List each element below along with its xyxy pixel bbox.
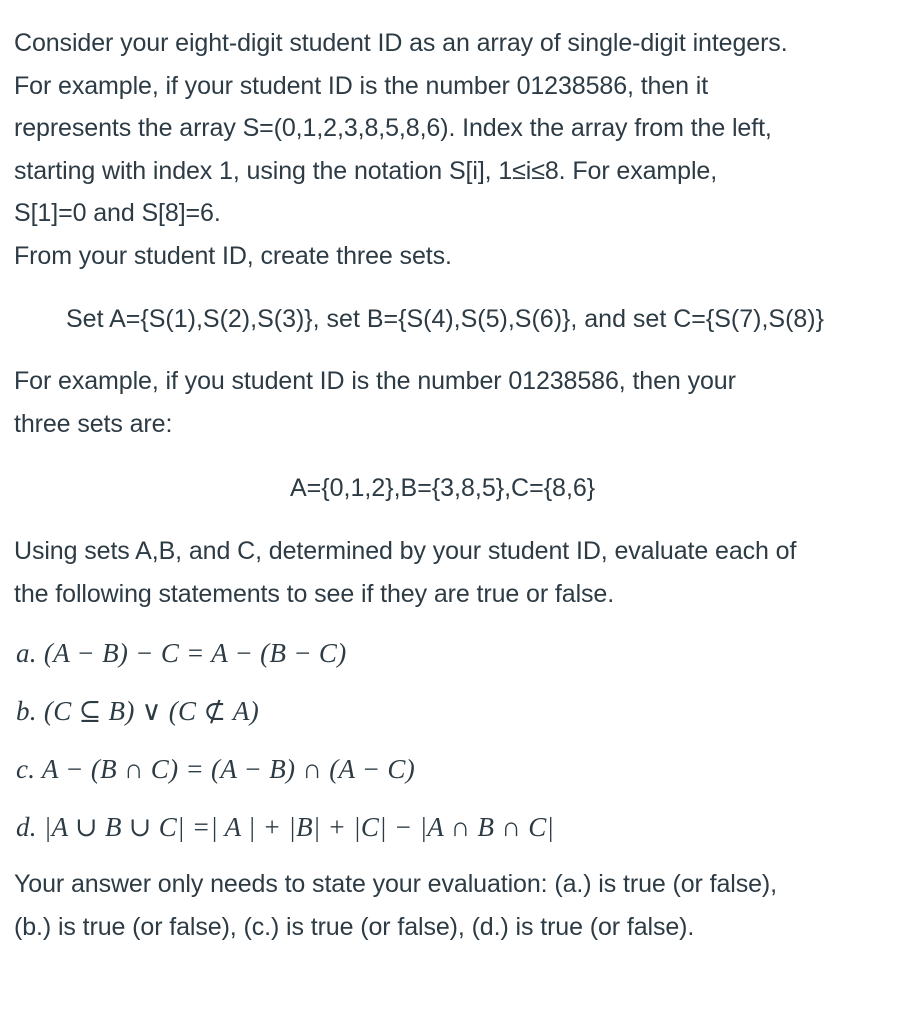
answer-line-2: (b.) is true (or false), (c.) is true (or false), (d.) is true (or false).	[14, 912, 695, 941]
statement-a: a. (A − B) − C = A − (B − C)	[16, 638, 347, 668]
set-definition: Set A={S(1),S(2),S(3)}, set B={S(4),S(5),S(6)}, and set C={S(7),S(8)}	[66, 305, 824, 333]
example-paragraph	[14, 360, 904, 445]
intro-paragraph	[14, 22, 904, 277]
example-sets: A={0,1,2},B={3,8,5},C={8,6}	[290, 474, 596, 502]
example-line-1: For example, if you student ID is the number 01238586, then your	[14, 367, 736, 395]
instruction-line-1: Using sets A,B, and C, determined by your student ID, evaluate each of	[14, 537, 797, 565]
instruction-line-2: the following statements to see if they are true or false.	[14, 579, 615, 608]
statement-d: d. |A ∪ B ∪ C| =| A | + |B| + |C| − |A ∩ B ∩ C|	[16, 812, 555, 842]
intro-line-3: represents the array S=(0,1,2,3,8,5,8,6). Index the array from the left,	[14, 114, 772, 142]
intro-line-5: S[1]=0 and S[8]=6.	[14, 199, 221, 227]
statement-c: c. A − (B ∩ C) = (A − B) ∩ (A − C)	[16, 754, 416, 784]
answer-line-1: Your answer only needs to state your evaluation: (a.) is true (or false),	[14, 870, 778, 898]
intro-line-6: From your student ID, create three sets.	[14, 241, 452, 270]
answer-instruction	[14, 863, 904, 948]
example-line-2: three sets are:	[14, 409, 173, 438]
intro-line-4: starting with index 1, using the notation S[i], 1≤i≤8. For example,	[14, 156, 718, 185]
instruction-paragraph	[14, 530, 904, 615]
intro-line-2: For example, if your student ID is the number 01238586, then it	[14, 71, 709, 100]
statement-b: b. (C ⊆ B) ∨ (C ⊄ A)	[16, 696, 259, 726]
intro-line-1: Consider your eight-digit student ID as an array of single-digit integers.	[14, 29, 788, 57]
question-body	[14, 22, 904, 948]
